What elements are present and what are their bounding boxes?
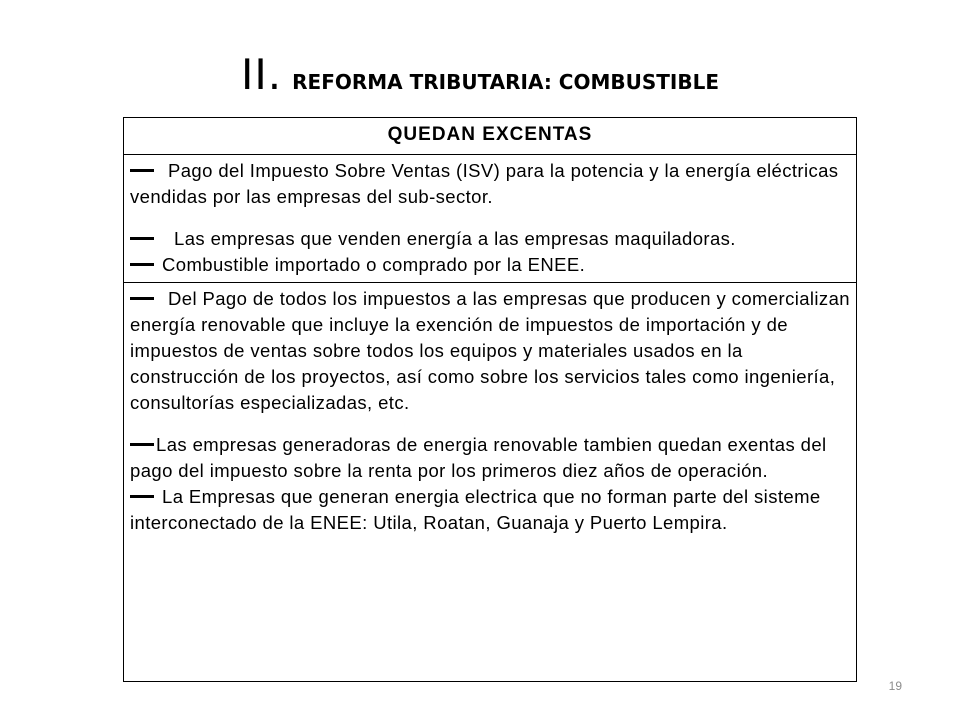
list-item <box>130 484 850 536</box>
title-roman-numeral: II. <box>241 50 283 99</box>
page-number: 19 <box>888 679 902 693</box>
list-item-text: Las empresas generadoras de energia renovable tambien quedan exentas del pago del impuesto sobre la renta por los primeros diez años de operación. <box>130 434 827 481</box>
dash-bullet <box>130 237 154 240</box>
table-header: QUEDAN EXCENTAS <box>124 118 856 155</box>
list-item-text: La Empresas que generan energia electrica que no forman parte del sisteme interconectado de la ENEE: Utila, Roatan, Guanaja y Puerto Lempira. <box>130 486 821 533</box>
exemptions-table <box>123 117 857 682</box>
dash-bullet <box>130 443 154 446</box>
list-item <box>130 226 850 252</box>
list-item <box>130 286 850 416</box>
dash-bullet <box>130 169 154 172</box>
list-item <box>130 432 850 484</box>
list-item-text: Las empresas que venden energía a las empresas maquiladoras. <box>174 228 736 249</box>
dash-bullet <box>130 297 154 300</box>
dash-bullet <box>130 263 154 266</box>
table-cell-2 <box>124 283 856 540</box>
list-item-text: Pago del Impuesto Sobre Ventas (ISV) para la potencia y la energía eléctricas vendidas por las empresas del sub-sector. <box>130 160 839 207</box>
list-item <box>130 158 850 210</box>
list-item-text: Del Pago de todos los impuestos a las empresas que producen y comercializan energía renovable que incluye la exención de impuestos de importación y de impuestos de ventas sobre todos los equipos y materiales usados en la construcción de los proyectos, así como sobre los servicios tales como ingeniería, consultorías especializadas, etc. <box>130 288 850 413</box>
title-text: REFORMA TRIBUTARIA: COMBUSTIBLE <box>292 70 719 94</box>
list-item-text: Combustible importado o comprado por la ENEE. <box>162 254 586 275</box>
table-cell-1 <box>124 155 856 283</box>
slide-title <box>0 50 960 99</box>
dash-bullet <box>130 495 154 498</box>
list-item <box>130 252 850 278</box>
